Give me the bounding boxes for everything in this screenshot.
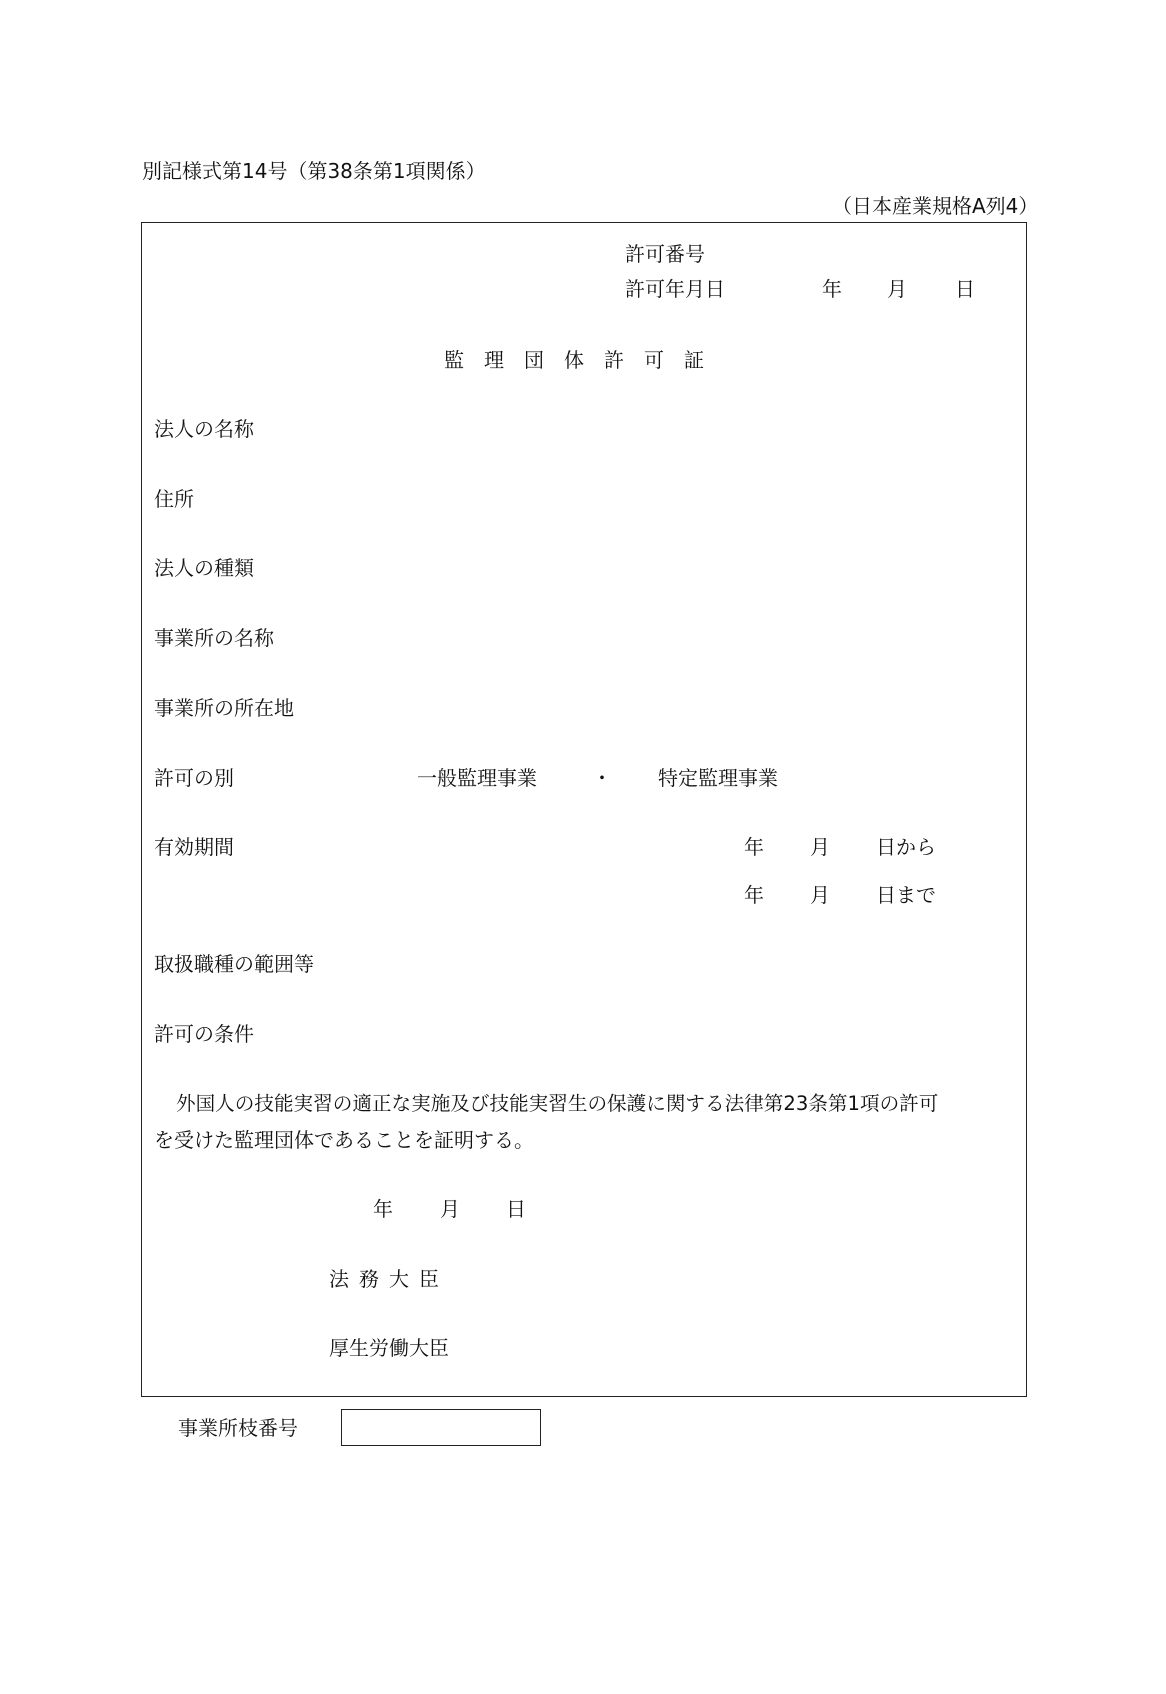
permit-type-specific: 特定監理事業 [658, 766, 778, 790]
validity-from-day: 日から [876, 835, 936, 859]
validity-label: 有効期間 [154, 835, 234, 859]
validity-until-day: 日まで [876, 883, 936, 907]
branch-number-label: 事業所枝番号 [178, 1416, 298, 1440]
permit-date-label: 許可年月日 [625, 277, 725, 301]
permit-date-month: 月 [887, 277, 907, 301]
office-name-label: 事業所の名称 [154, 626, 274, 650]
address-label: 住所 [154, 487, 194, 511]
permit-date-day: 日 [955, 277, 975, 301]
certification-line-2: を受けた監理団体であることを証明する。 [154, 1128, 534, 1152]
paper-size-note: （日本産業規格A列4） [832, 194, 1039, 218]
occupations-label: 取扱職種の範囲等 [154, 952, 314, 976]
conditions-label: 許可の条件 [154, 1022, 254, 1046]
signatory-justice-minister: 法務大臣 [329, 1267, 449, 1291]
issue-date-month: 月 [440, 1197, 460, 1221]
branch-number-box[interactable] [341, 1409, 541, 1446]
certificate-title: 監理団体許可証 [444, 348, 724, 372]
validity-until-month: 月 [810, 883, 830, 907]
permit-type-separator: ・ [592, 766, 612, 790]
corp-name-label: 法人の名称 [154, 417, 254, 441]
validity-from-year: 年 [744, 835, 764, 859]
office-location-label: 事業所の所在地 [154, 696, 294, 720]
permit-type-label: 許可の別 [154, 766, 234, 790]
validity-from-month: 月 [810, 835, 830, 859]
form-reference: 別記様式第14号（第38条第1項関係） [142, 159, 486, 183]
certification-line-1: 外国人の技能実習の適正な実施及び技能実習生の保護に関する法律第23条第1項の許可 [176, 1092, 939, 1115]
permit-date-year: 年 [822, 277, 842, 301]
issue-date-day: 日 [506, 1197, 526, 1221]
issue-date-year: 年 [373, 1197, 393, 1221]
certificate-frame [141, 222, 1027, 1397]
signatory-labor-minister: 厚生労働大臣 [329, 1336, 449, 1360]
permit-number-label: 許可番号 [625, 242, 705, 266]
corp-type-label: 法人の種類 [154, 556, 254, 580]
validity-until-year: 年 [744, 883, 764, 907]
permit-type-general: 一般監理事業 [417, 766, 537, 790]
